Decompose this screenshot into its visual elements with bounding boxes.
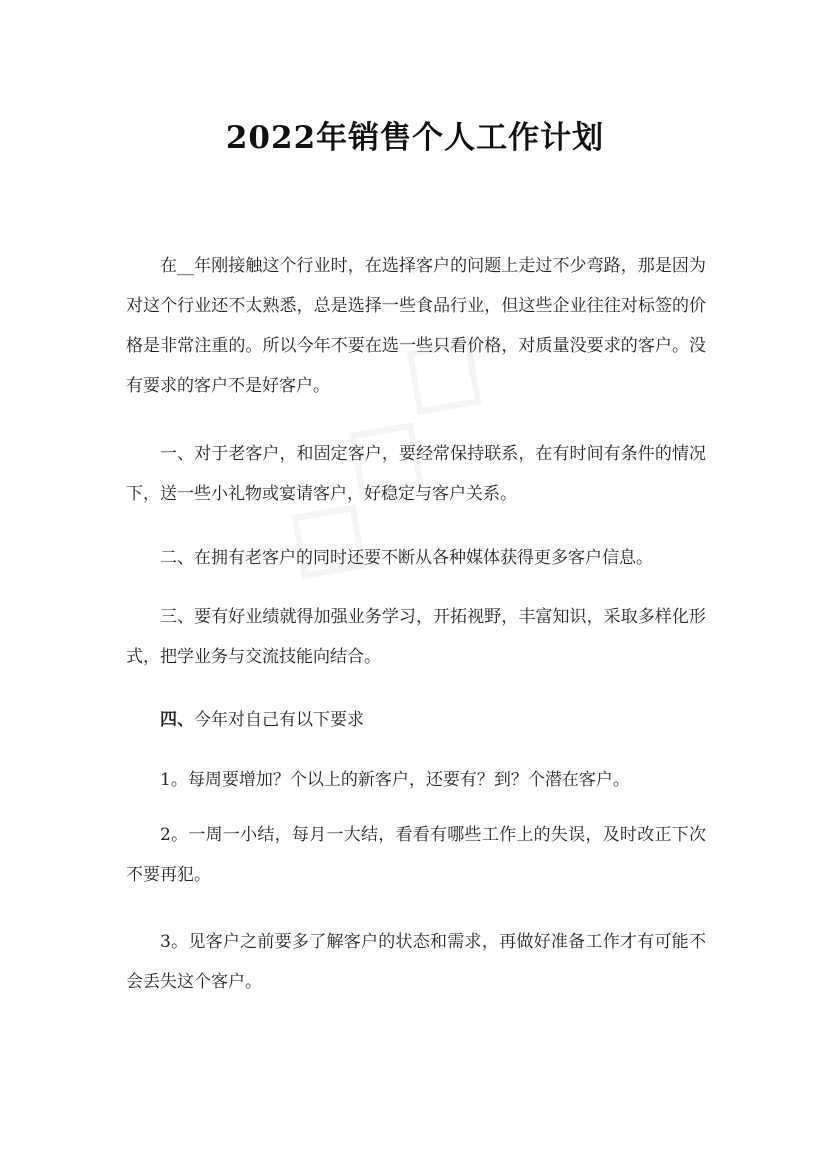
paragraph-item-1: 一、对于老客户，和固定客户，要经常保持联系，在有时间有条件的情况下，送一些小礼物或宴请客户，好稳定与客户关系。 [126, 444, 706, 504]
paragraph-req-1: 1。每周要增加？个以上的新客户，还要有？到？个潜在客户。 [160, 770, 630, 790]
section-4-lead: 四、 [160, 710, 194, 730]
paragraph-item-2: 二、在拥有老客户的同时还要不断从各种媒体获得更多客户信息。 [160, 548, 653, 568]
paragraph-item-3: 三、要有好业绩就得加强业务学习，开拓视野，丰富知识，采取多样化形式，把学业务与交流技能向结合。 [126, 607, 706, 667]
paragraph-req-2: 2。一周一小结，每月一大结，看看有哪些工作上的失误，及时改正下次不要再犯。 [126, 825, 706, 885]
section-4-text: 今年对自己有以下要求 [194, 710, 364, 730]
paragraph-req-3: 3。见客户之前要多了解客户的状态和需求，再做好准备工作才有可能不会丢失这个客户。 [126, 932, 706, 992]
paragraph-intro: 在__年刚接触这个行业时，在选择客户的问题上走过不少弯路，那是因为对这个行业还不太熟悉，总是选择一些食品行业，但这些企业往往对标签的价格是非常注重的。所以今年不要在选一些只看价格，对质量没要求的客户。没有要求的客户不是好客户。 [126, 256, 706, 396]
paragraph-item-4 [126, 700, 706, 740]
document-title: 2022年销售个人工作计划 [225, 120, 605, 156]
